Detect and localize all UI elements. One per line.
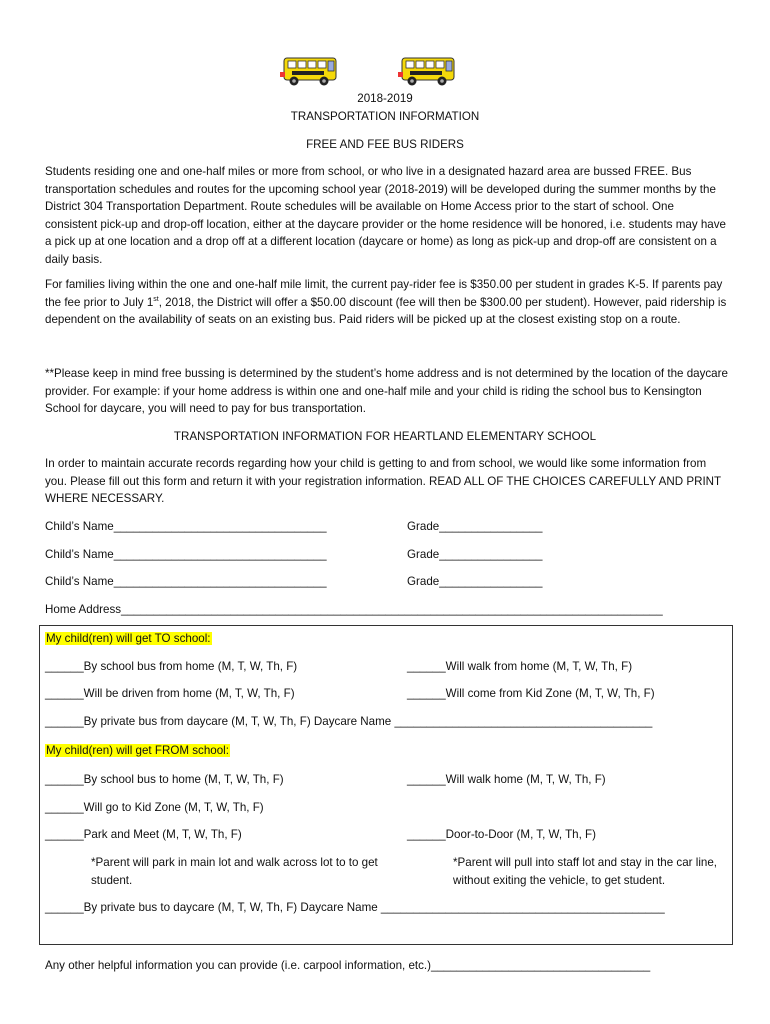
document-subtitle: FREE AND FEE BUS RIDERS bbox=[306, 138, 464, 151]
to-school-option-walk[interactable]: ______Will walk from home (M, T, W, Th, F) bbox=[407, 660, 633, 673]
home-address-field[interactable]: Home Address____________________________________________________________________________________ bbox=[45, 603, 663, 616]
free-busing-paragraph: Students residing one and one-half miles or more from school, or who live in a designated hazard area are bussed FREE. Bus transportation schedules and routes for the upcoming school year (2018-2019) will be developed during the summer months by the District 304 Transportation Department. Route schedules will be available on Home Access prior to the start of school. One consistent pick-up and drop-off location, either at the daycare provider or the home residence will be honored, i.e. students may have a pick up at one location and a drop off at a different location (daycare or home) as long as pick-up and drop-off are consistent on a daily basis. bbox=[45, 165, 726, 266]
to-school-heading: My child(ren) will get TO school: bbox=[46, 632, 211, 645]
to-school-option-driven[interactable]: ______Will be driven from home (M, T, W, Th, F) bbox=[45, 687, 295, 700]
from-school-option-private-bus[interactable]: ______By private bus to daycare (M, T, W, Th, F) Daycare Name ____________________________________________ bbox=[45, 901, 665, 914]
document-title: TRANSPORTATION INFORMATION bbox=[290, 110, 480, 123]
grade-field-3[interactable]: Grade________________ bbox=[407, 575, 543, 588]
year-heading: 2018-2019 bbox=[357, 92, 413, 105]
grade-field-1[interactable]: Grade________________ bbox=[407, 520, 543, 533]
from-school-option-park-and-meet[interactable]: ______Park and Meet (M, T, W, Th, F) bbox=[45, 828, 242, 841]
grade-field-2[interactable]: Grade________________ bbox=[407, 548, 543, 561]
other-info-field[interactable]: Any other helpful information you can provide (i.e. carpool information, etc.)__________________________________ bbox=[45, 959, 651, 972]
school-bus-icon bbox=[396, 54, 458, 88]
to-school-option-private-bus[interactable]: ______By private bus from daycare (M, T, W, Th, F) Daycare Name ________________________________________ bbox=[45, 715, 653, 728]
child-name-field-3[interactable]: Child’s Name_________________________________ bbox=[45, 575, 327, 588]
section-title: TRANSPORTATION INFORMATION FOR HEARTLAND ELEMENTARY SCHOOL bbox=[173, 430, 597, 443]
daycare-note-paragraph: **Please keep in mind free bussing is determined by the student’s home address and is not determined by the location of the daycare provider. For example: if your home address is within one and one-half mile and your child is riding the school bus to Kensington School for daycare, you will need to pay for bus transportation. bbox=[45, 367, 728, 416]
door-to-door-note: *Parent will pull into staff lot and stay in the car line, without exiting the vehicle, to get student. bbox=[453, 856, 718, 887]
from-school-option-kid-zone[interactable]: ______Will go to Kid Zone (M, T, W, Th, F) bbox=[45, 801, 264, 814]
park-and-meet-note: *Parent will park in main lot and walk across lot to to get student. bbox=[91, 856, 378, 887]
from-school-heading: My child(ren) will get FROM school: bbox=[46, 744, 229, 757]
child-name-field-1[interactable]: Child’s Name_________________________________ bbox=[45, 520, 327, 533]
from-school-option-walk-home[interactable]: ______Will walk home (M, T, W, Th, F) bbox=[407, 773, 606, 786]
school-bus-icon bbox=[278, 54, 340, 88]
child-name-field-2[interactable]: Child’s Name_________________________________ bbox=[45, 548, 327, 561]
from-school-option-bus-to-home[interactable]: ______By school bus to home (M, T, W, Th, F) bbox=[45, 773, 284, 786]
to-school-option-kid-zone[interactable]: ______Will come from Kid Zone (M, T, W, Th, F) bbox=[407, 687, 655, 700]
from-school-option-door-to-door[interactable]: ______Door-to-Door (M, T, W, Th, F) bbox=[407, 828, 596, 841]
fee-paragraph: For families living within the one and one-half mile limit, the current pay-rider fee is $350.00 per student in grades K-5. If parents pay the fee prior to July 1st, 2018, the District will offer a $50.00 discount (fee will then be $300.00 per student). However, paid ridership is dependent on the availability of seats on an existing bus. Paid riders will be picked up at the closest existing stop on a route. bbox=[45, 278, 727, 327]
instructions-paragraph: In order to maintain accurate records regarding how your child is getting to and from school, we would like some information from you. Please fill out this form and return it with your registration information. READ ALL OF THE CHOICES CAREFULLY AND PRINT WHERE NECESSARY. bbox=[45, 457, 721, 506]
to-school-option-bus-from-home[interactable]: ______By school bus from home (M, T, W, Th, F) bbox=[45, 660, 298, 673]
